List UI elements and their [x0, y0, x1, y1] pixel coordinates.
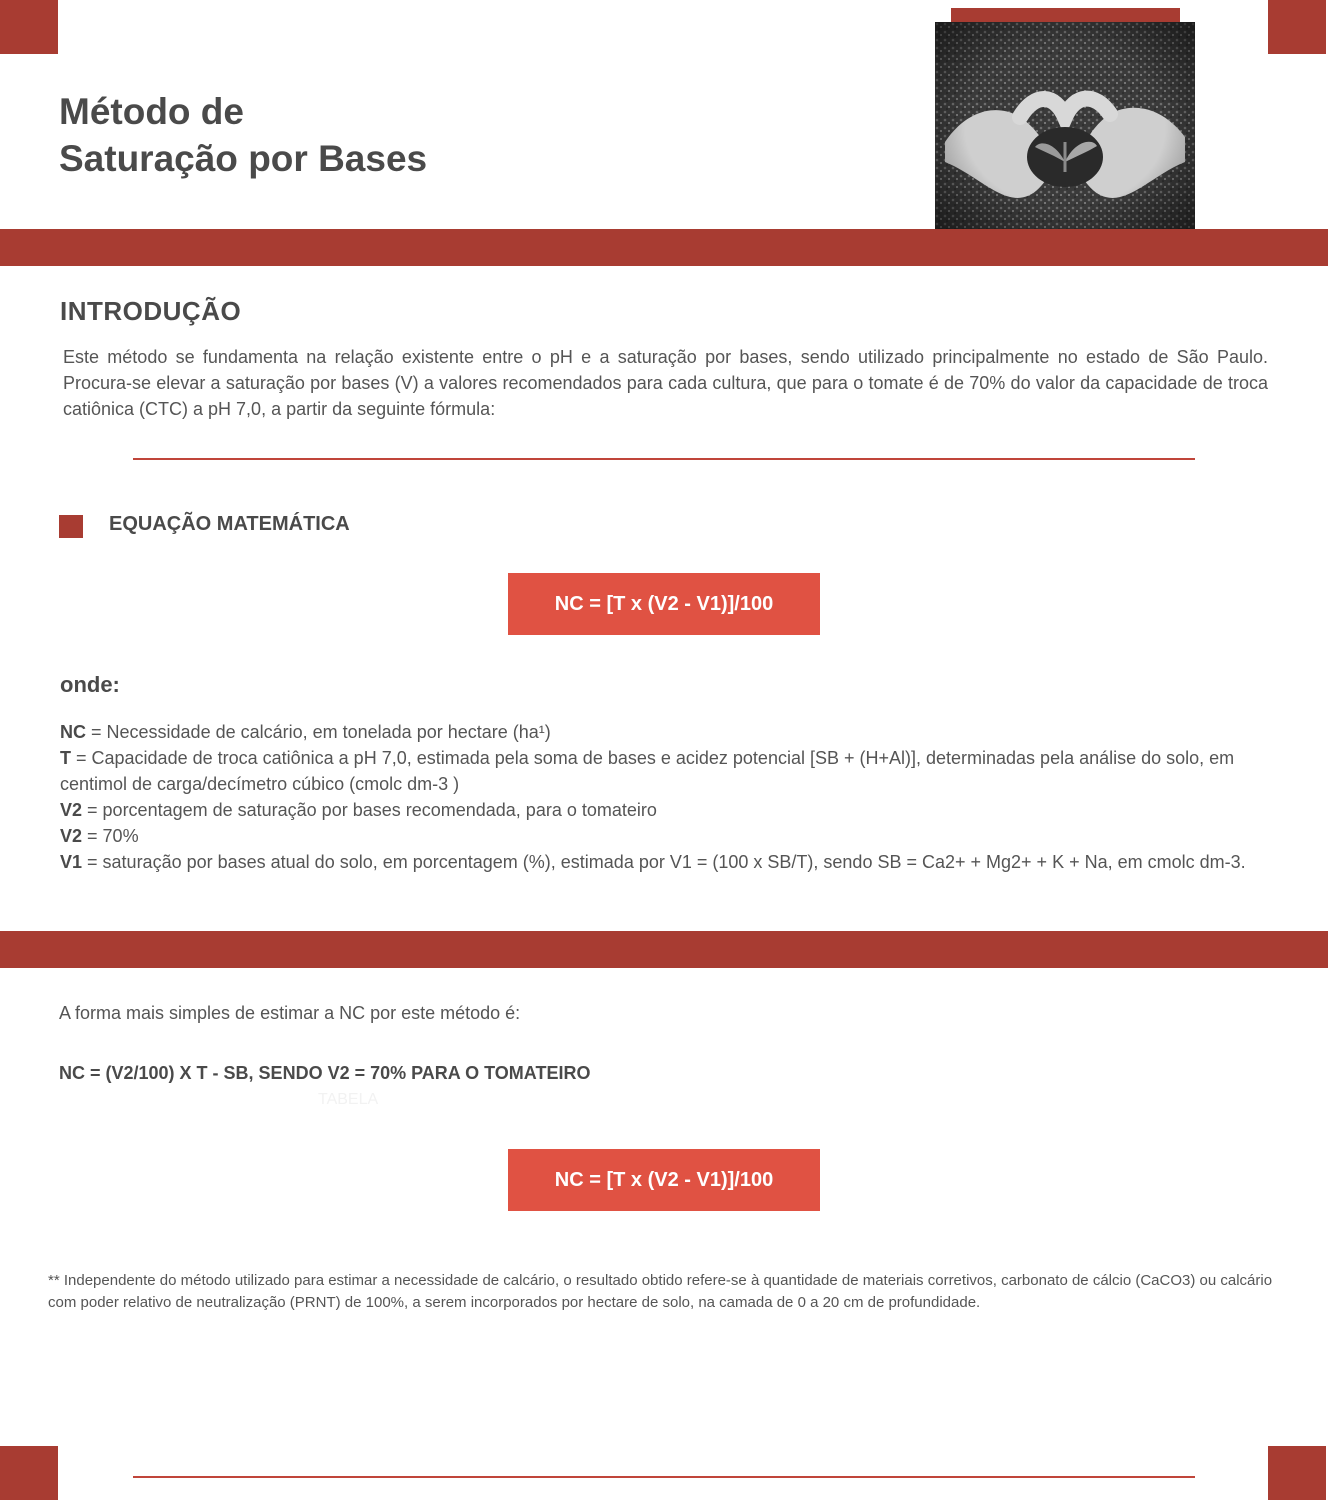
where-heading: onde:: [60, 672, 120, 697]
equation-bullet: [59, 515, 83, 538]
definition-term: T: [60, 748, 71, 768]
footnote: ** Independente do método utilizado para estimar a necessidade de calcário, o resultado obtido refere-se à quantidade de materiais corretivos, carbonato de cálcio (CaCO3) ou calcário com poder relativo de neutralização (PRNT) de 100%, a serem incorporados por hectare de solo, na camada de 0 a 20 cm de profundidade.: [48, 1272, 1273, 1311]
definition-item: [60, 719, 1270, 745]
definition-item: [60, 823, 1270, 849]
definition-term: NC: [60, 722, 86, 742]
middle-band: [0, 931, 1328, 968]
definition-text: = 70%: [82, 826, 139, 846]
definitions-list: [60, 719, 1270, 875]
intro-heading: INTRODUÇÃO: [60, 296, 242, 326]
intro-text: Este método se fundamenta na relação existente entre o pH e a saturação por bases, sendo utilizado principalmente no estado de São Paulo. Procura-se elevar a saturação por bases (V) a valores recomendados para cada cultura, que para o tomate é de 70% do valor da capacidade de troca catiônica (CTC) a pH 7,0, a partir da seguinte fórmula:: [63, 347, 1268, 419]
faint-table-label: TABELA: [318, 1091, 379, 1108]
header-band: [0, 229, 1328, 266]
photo-frame-tab: [951, 8, 1180, 22]
definition-term: V1: [60, 852, 83, 872]
definition-item: [60, 849, 1270, 875]
divider-bottom: [133, 1476, 1195, 1478]
corner-bottom-left: [0, 1446, 58, 1500]
equation-formula-box: NC = [T x (V2 - V1)]/100: [508, 573, 820, 635]
simple-method-text: A forma mais simples de estimar a NC por este método é:: [59, 1003, 521, 1023]
definition-text: = Capacidade de troca catiônica a pH 7,0, estimada pela soma de bases e acidez potencial [SB + (H+Al)], determinadas pela análise do solo, em centimol de carga/decímetro cúbico (cmolc dm-3 ): [60, 748, 1235, 794]
title-line-1: Método de: [59, 91, 244, 132]
definition-item: [60, 745, 1270, 797]
definition-text: = Necessidade de calcário, em tonelada por hectare (ha¹): [86, 722, 551, 742]
corner-bottom-right: [1268, 1446, 1326, 1500]
divider-top: [133, 458, 1195, 460]
page-title: [59, 88, 427, 182]
definition-term: V2: [60, 826, 83, 846]
definition-text: = porcentagem de saturação por bases recomendada, para o tomateiro: [82, 800, 657, 820]
corner-top-left: [0, 0, 58, 54]
hands-seedling-photo: [935, 22, 1195, 231]
photo-illustration: [935, 22, 1195, 231]
equation-heading: EQUAÇÃO MATEMÁTICA: [109, 513, 350, 535]
definition-item: [60, 797, 1270, 823]
simple-formula-box: NC = [T x (V2 - V1)]/100: [508, 1149, 820, 1211]
corner-top-right: [1268, 0, 1326, 54]
title-line-2: Saturação por Bases: [59, 138, 428, 179]
definition-term: V2: [60, 800, 83, 820]
definition-text: = saturação por bases atual do solo, em porcentagem (%), estimada por V1 = (100 x SB/T), sendo SB = Ca2+ + Mg2+ + K + Na, em cmolc dm-3.: [82, 852, 1246, 872]
simple-formula-line: NC = (V2/100) X T - SB, SENDO V2 = 70% PARA O TOMATEIRO: [59, 1063, 591, 1083]
